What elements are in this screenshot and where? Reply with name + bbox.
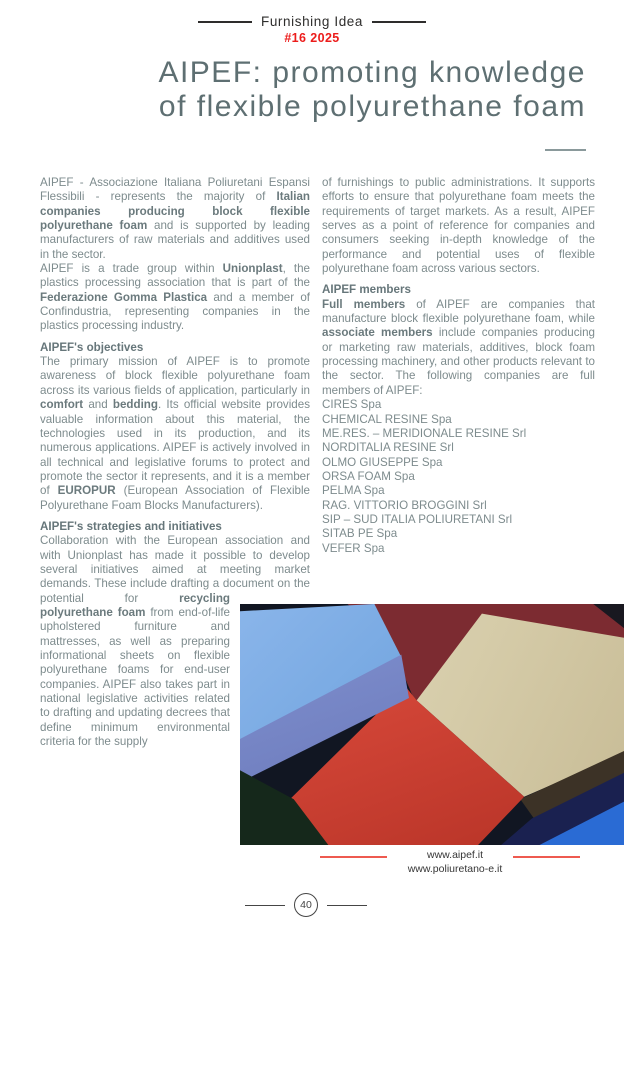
paragraph: AIPEF is a trade group within Unionplast, the plastics processing association that is part of the Federazione Gomma Plastica and a member of Confindustria, representing companies in the plastics processing industry. bbox=[40, 262, 311, 333]
paragraph: Full members of AIPEF are companies that manufacture block flexible polyurethane foam, while associate members include companies producing or marketing raw materials, additives, block foam processing machinery, and other products relevant to the sector. The following companies are full members of AIPEF: bbox=[322, 297, 595, 397]
article-title-line2: of flexible polyurethane foam bbox=[158, 90, 586, 123]
photo-caption-urls bbox=[286, 849, 624, 876]
member-item: RAG. VITTORIO BROGGINI Srl bbox=[322, 498, 487, 512]
footer-rule-right bbox=[327, 905, 367, 906]
magazine-name: Furnishing Idea bbox=[260, 14, 364, 29]
right-column bbox=[322, 176, 595, 556]
article-title-line1: AIPEF: promoting knowledge bbox=[158, 56, 586, 89]
member-item: CIRES Spa bbox=[322, 398, 382, 412]
paragraph: The primary mission of AIPEF is to promote awareness of block flexible polyurethane foam across its various fields of application, particularly in comfort and bedding. Its official website provides valuable information about this material, the technologies used in its production, and its numerous applications. AIPEF is actively involved in all technical and legislative forums to protect and promote the sector it represents, and it is a member of EUROPUR (European Association of Flexible Polyurethane Foam Blocks Manufacturers). bbox=[40, 355, 310, 512]
member-item: OLMO GIUSEPPE Spa bbox=[322, 455, 443, 469]
page-number-badge: 40 bbox=[294, 893, 318, 917]
aipef-url-link[interactable]: www.aipef.it bbox=[426, 849, 484, 861]
member-list bbox=[322, 398, 595, 556]
header-rule-right bbox=[372, 21, 426, 23]
magazine-header bbox=[0, 14, 624, 45]
section-heading: AIPEF's objectives bbox=[40, 340, 144, 354]
foam-blocks-photo bbox=[240, 604, 624, 845]
paragraph: Collaboration with the European association and with Unionplast has made it possible to develop several initiatives aimed at meeting market demands. These include drafting a document on the potential for recycling polyurethane foam from end-of-life upholstered furniture and mattresses, as well as preparing informational sheets on flexible polyurethane foams for end-user companies. AIPEF also takes part in national legislative activities related to drafting and updating decrees that define minimum environmental criteria for the supply bbox=[40, 534, 310, 749]
magazine-title-row bbox=[0, 14, 624, 29]
title-underline-rule bbox=[545, 149, 586, 151]
member-item: ME.RES. – MERIDIONALE RESINE Srl bbox=[322, 426, 527, 440]
paragraph: AIPEF - Associazione Italiana Poliuretani Espansi Flessibili - represents the majority of Italian companies producing block flexible polyurethane foam and is supported by leading manufacturers of raw materials and additives used in the sector. bbox=[40, 176, 310, 261]
issue-number: #16 2025 bbox=[284, 31, 340, 45]
paragraph: of furnishings to public administrations. It supports efforts to ensure that polyurethane foam meets the requirements of target markets. As a result, AIPEF serves as a point of reference for companies and consumers seeking in-depth knowledge of the performance and potential uses of flexible polyurethane foam across various sectors. bbox=[322, 176, 595, 276]
poliuretano-url-link[interactable]: www.poliuretano-e.it bbox=[407, 862, 503, 875]
member-item: ORSA FOAM Spa bbox=[322, 469, 415, 483]
header-rule-left bbox=[198, 21, 252, 23]
member-item: CHEMICAL RESINE Spa bbox=[322, 412, 452, 426]
member-item: SIP – SUD ITALIA POLIURETANI Srl bbox=[322, 512, 513, 526]
member-item: VEFER Spa bbox=[322, 541, 385, 555]
article-title bbox=[40, 56, 586, 124]
page-footer bbox=[0, 893, 612, 917]
section-heading: AIPEF members bbox=[322, 283, 411, 297]
member-item: NORDITALIA RESINE Srl bbox=[322, 441, 454, 455]
member-item: PELMA Spa bbox=[322, 484, 385, 498]
footer-rule-left bbox=[245, 905, 285, 906]
right-column-text bbox=[322, 176, 595, 556]
member-item: SITAB PE Spa bbox=[322, 527, 398, 541]
section-heading: AIPEF's strategies and initiatives bbox=[40, 519, 222, 533]
